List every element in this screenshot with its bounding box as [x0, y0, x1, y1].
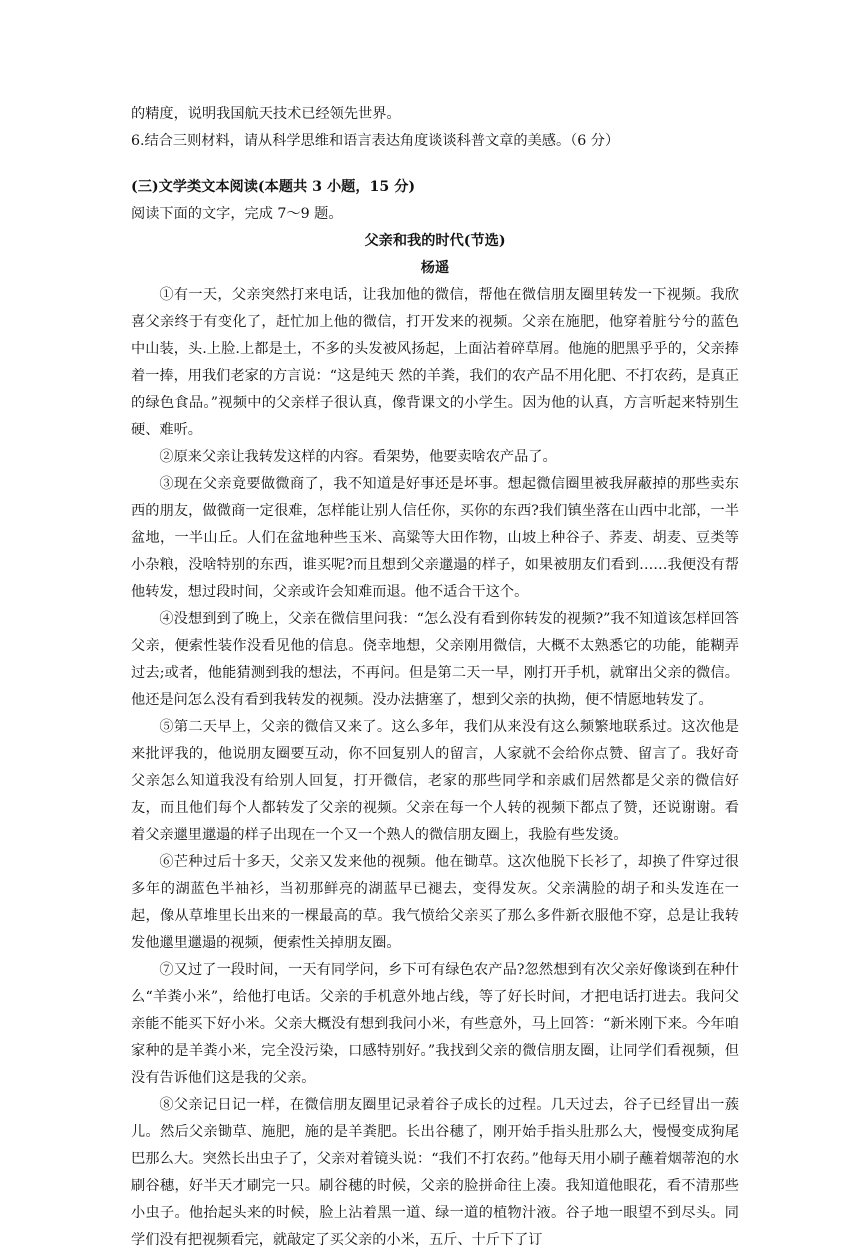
section-heading: (三)文学类文本阅读(本题共 3 小题，15 分) [131, 179, 416, 195]
spacer [131, 155, 739, 174]
paragraph-7: ⑦又过了一段时间，一天有同学问，乡下可有绿色农产品?忽然想到有次父亲好像谈到在种什么“羊粪小米”，给他打电话。父亲的手机意外地占线，等了好长时间，才把电话打进去。我问父亲能不能买下好小米。父亲大概没有想到我问小米，有些意外，马上回答：“新米刚下来。今年咱家种的是羊粪小米，完全没污染，口感特别好。”我找到父亲的微信朋友圈，让同学们看视频，但没有告诉他们这是我的父亲。 [131, 962, 739, 1086]
section-instruction: 阅读下面的文字，完成 7～9 题。 [131, 206, 343, 222]
question-6: 6.结合三则材料，请从科学思维和语言表达角度谈谈科普文章的美感。（6 分） [131, 133, 620, 149]
paragraph-6: ⑥芒种过后十多天，父亲又发来他的视频。他在锄草。这次他脱下长衫了，却换了件穿过很多年的湖蓝色半袖衫，当初那鲜亮的湖蓝早已褪去，变得发灰。父亲满脸的胡子和头发连在一起，像从草堆里长出来的一棵最高的草。我气愤给父亲买了那么多件新衣服他不穿，总是让我转发他邋里邋遢的视频，便索性关掉朋友圈。 [131, 854, 739, 951]
text-line: 的精度，说明我国航天技术已经领先世界。 [131, 106, 401, 122]
paragraph-5: ⑤第二天早上，父亲的微信又来了。这么多年，我们从来没有这么频繁地联系过。这次他是来批评我的，他说朋友圈要互动，你不回复别人的留言，人家就不会给你点赞、留言了。我好奇父亲怎么知道我没有给别人回复，打开微信，老家的那些同学和亲戚们居然都是父亲的微信好友，而且他们每个人都转发了父亲的视频。父亲在每一个人转的视频下都点了赞，还说谢谢。看着父亲邋里邋遢的样子出现在一个又一个熟人的微信朋友圈上，我脸有些发烫。 [131, 719, 739, 843]
paragraph-1: ①有一天，父亲突然打来电话，让我加他的微信，帮他在微信朋友圈里转发一下视频。我欣喜父亲终于有变化了，赶忙加上他的微信，打开发来的视频。父亲在施肥，他穿着脏兮兮的蓝色中山装，头.上脸.上都是土，不多的头发被风扬起，上面沾着碎草屑。他施的肥黑乎乎的，父亲捧着一捧，用我们老家的方言说：“这是纯天 然的羊粪，我们的农产品不用化肥、不打农药，是真正的绿色食品。”视频中的父亲样子很认真，像背课文的小学生。因为他的认真，方言听起来特别生硬、难听。 [131, 287, 739, 438]
article-author: 杨遥 [420, 260, 450, 276]
paragraph-3: ③现在父亲竟要做微商了，我不知道是好事还是坏事。想起微信圈里被我屏蔽掉的那些卖东西的朋友，做微商一定很难，怎样能让别人信任你，买你的东西?我们镇坐落在山西中北部，一半盆地，一半山丘。人们在盆地种些玉米、高粱等大田作物，山坡上种谷子、荞麦、胡麦、豆类等小杂粮，没啥特别的东西，谁买呢?而且想到父亲邋遢的样子，如果被朋友们看到……我便没有帮他转发，想过段时间，父亲或许会知难而退。他不适合干这个。 [131, 476, 739, 600]
article-title: 父亲和我的时代(节选) [364, 233, 506, 249]
paragraph-4: ④没想到到了晚上，父亲在微信里问我：“怎么没有看到你转发的视频?”我不知道该怎样回答父亲，便索性装作没看见他的信息。侥幸地想，父亲刚用微信，大概不太熟悉它的功能，能糊弄过去;或者，他能猜测到我的想法，不再问。但是第二天一早，刚打开手机，就窜出父亲的微信。他还是问怎么没有看到我转发的视频。没办法搪塞了，想到父亲的执拗，便不情愿地转发了。 [131, 611, 739, 708]
paragraph-8: ⑧父亲记日记一样，在微信朋友圈里记录着谷子成长的过程。几天过去，谷子已经冒出一蔟儿。然后父亲锄草、施肥，施的是羊粪肥。长出谷穗了，刚开始手指头肚那么大，慢慢变成狗尾巴那么大。突然长出虫子了，父亲对着镜头说：“我们不打农药。”他每天用小刷子蘸着烟蒂泡的水刷谷穗，好半天才刷完一只。刷谷穗的时候，父亲的脸拼命往上凑。我知道他眼花，看不清那些小虫子。他抬起头来的时候，脸上沾着黑一道、绿一道的植物汁液。谷子地一眼望不到尽头。同学们没有把视频看完，就敲定了买父亲的小米，五斤、十斤下了订 [131, 1097, 739, 1248]
document-page [131, 101, 739, 1254]
paragraph-2: ②原来父亲让我转发这样的内容。看架势，他要卖啥农产品了。 [159, 449, 557, 465]
